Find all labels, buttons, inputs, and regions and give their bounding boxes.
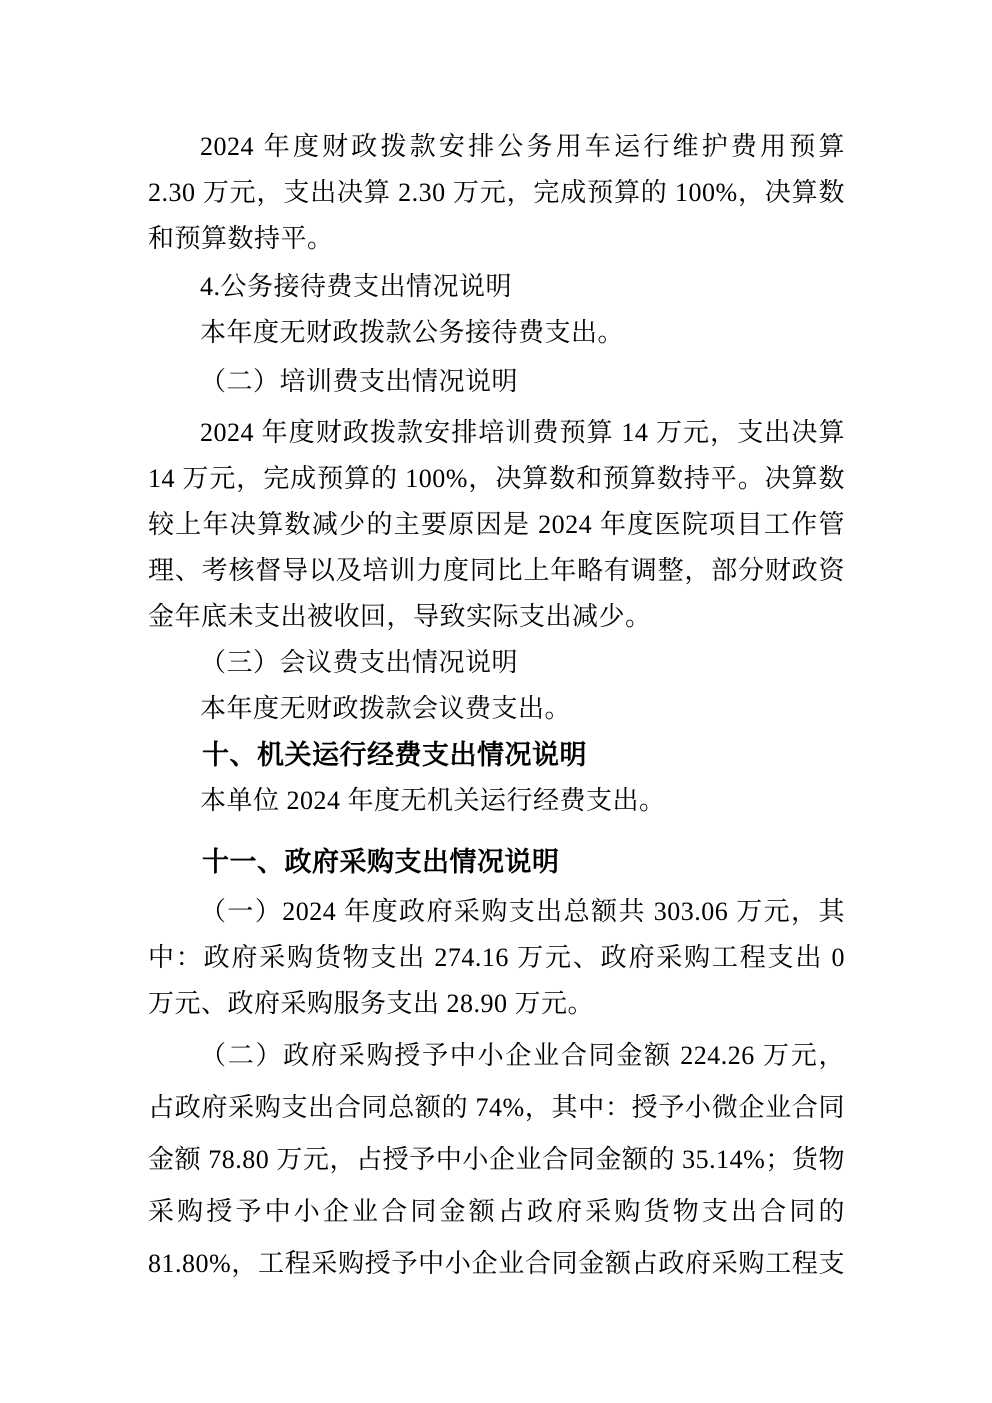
text-line: （二）政府采购授予中小企业合同金额 224.26 万元， (200, 1041, 845, 1070)
paragraph (148, 889, 845, 1027)
text-line: 81.80%，工程采购授予中小企业合同金额占政府采购工程支 (148, 1249, 845, 1278)
text-line: 和预算数持平。 (148, 224, 334, 253)
paragraph (148, 359, 845, 405)
text-line: 4.公务接待费支出情况说明 (200, 272, 513, 301)
text-line: 采购授予中小企业合同金额占政府采购货物支出合同的 (148, 1197, 845, 1226)
paragraph (148, 124, 845, 262)
text-line: 万元、政府采购服务支出 28.90 万元。 (148, 989, 595, 1018)
text-line: （三）会议费支出情况说明 (200, 648, 519, 677)
text-line: 本年度无财政拨款公务接待费支出。 (200, 318, 625, 347)
section-heading (148, 839, 845, 885)
paragraph (148, 778, 845, 824)
text-line: 金额 78.80 万元，占授予中小企业合同金额的 35.14%；货物 (148, 1145, 845, 1174)
text-line: 2.30 万元，支出决算 2.30 万元，完成预算的 100%，决算数 (148, 178, 845, 207)
text-line: 占政府采购支出合同总额的 74%，其中：授予小微企业合同 (148, 1093, 845, 1122)
text-line: 2024 年度财政拨款安排培训费预算 14 万元，支出决算 (200, 418, 845, 447)
text-line: 2024 年度财政拨款安排公务用车运行维护费用预算 (200, 132, 845, 161)
document-content (148, 124, 845, 1290)
text-line: 本年度无财政拨款会议费支出。 (200, 694, 572, 723)
section-heading (148, 732, 845, 778)
paragraph (148, 640, 845, 686)
text-line: 理、考核督导以及培训力度同比上年略有调整，部分财政资 (148, 556, 845, 585)
paragraph (148, 410, 845, 640)
text-line: 较上年决算数减少的主要原因是 2024 年度医院项目工作管 (148, 510, 845, 539)
text-line: 十一、政府采购支出情况说明 (202, 847, 560, 877)
text-line: 中：政府采购货物支出 274.16 万元、政府采购工程支出 0 (148, 943, 845, 972)
text-line: 14 万元，完成预算的 100%，决算数和预算数持平。决算数 (148, 464, 845, 493)
text-line: （二）培训费支出情况说明 (200, 367, 519, 396)
paragraph (148, 1030, 845, 1290)
paragraph (148, 264, 845, 310)
paragraph (148, 686, 845, 732)
paragraph (148, 310, 845, 356)
text-line: 金年底未支出被收回，导致实际支出减少。 (148, 602, 652, 631)
text-line: 十、机关运行经费支出情况说明 (202, 740, 587, 770)
text-line: （一）2024 年度政府采购支出总额共 303.06 万元，其 (200, 897, 845, 926)
text-line: 本单位 2024 年度无机关运行经费支出。 (200, 786, 666, 815)
